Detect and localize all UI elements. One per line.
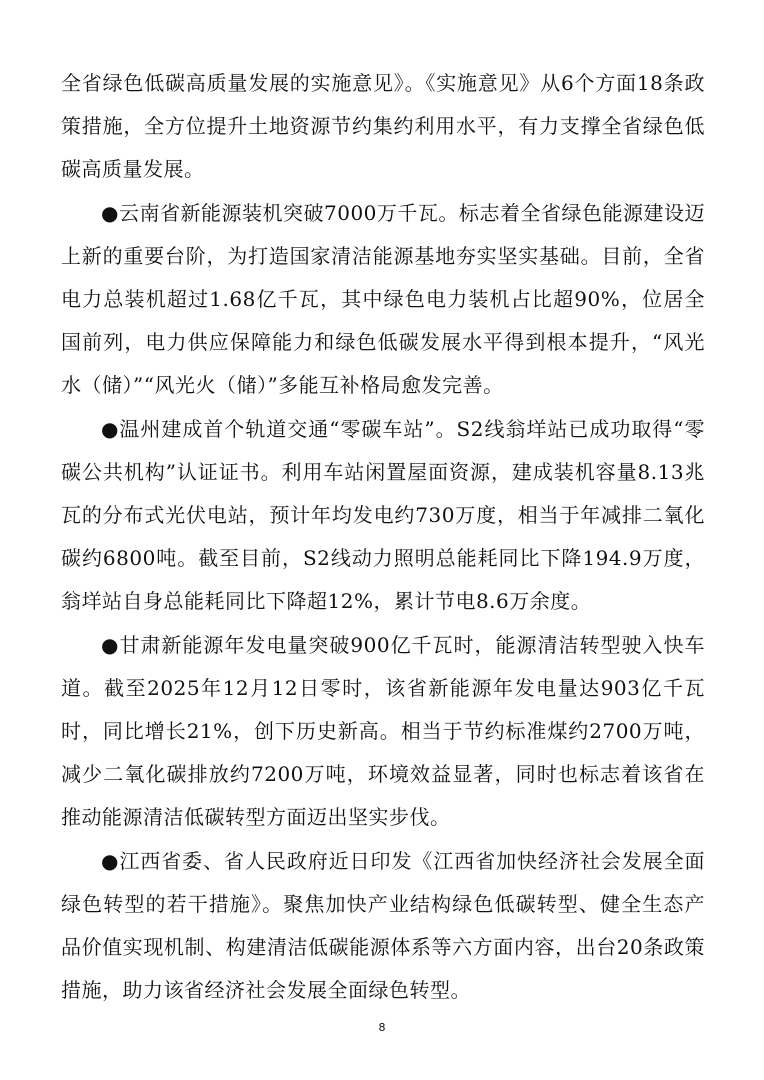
paragraph-jiangxi-green-transition: ●江西省委、省人民政府近日印发《江西省加快经济社会发展全面绿色转型的若干措施》。聚焦加快产业结构绿色低碳转型、健全生态产品价值实现机制、构建清洁低碳能源体系等六方面内容，出台20条政策措施，助力该省经济社会发展全面绿色转型。 <box>61 848 705 1003</box>
paragraph-wenzhou-zero-carbon-station: ●温州建成首个轨道交通“零碳车站”。S2线翁垟站已成功取得“零碳公共机构”认证证书。利用车站闲置屋面资源，建成装机容量8.13兆瓦的分布式光伏电站，预计年均发电约730万度，相当于年减排二氧化碳约6800吨。截至目前，S2线动力照明总能耗同比下降194.9万度，翁垟站自身总能耗同比下降超12%，累计节电8.6万余度。 <box>61 416 705 614</box>
paragraph-gansu-new-energy: ●甘肃新能源年发电量突破900亿千瓦时，能源清洁转型驶入快车道。截至2025年12月12日零时，该省新能源年发电量达903亿千瓦时，同比增长21%，创下历史新高。相当于节约标准煤约2700万吨，减少二氧化碳排放约7200万吨，环境效益显著，同时也标志着该省在推动能源清洁低碳转型方面迈出坚实步伐。 <box>61 632 705 830</box>
paragraph-yunnan-new-energy: ●云南省新能源装机突破7000万千瓦。标志着全省绿色能源建设迈上新的重要台阶，为打造国家清洁能源基地夯实坚实基础。目前，全省电力总装机超过1.68亿千瓦，其中绿色电力装机占比超90%，位居全国前列，电力供应保障能力和绿色低碳发展水平得到根本提升，“风光水（储）”“风光火（储）”多能互补格局愈发完善。 <box>61 200 705 398</box>
paragraph-continuation: 全省绿色低碳高质量发展的实施意见》。《实施意见》从6个方面18条政策措施，全方位提升土地资源节约集约利用水平，有力支撑全省绿色低碳高质量发展。 <box>61 71 705 182</box>
document-body <box>61 62 705 1012</box>
page-number: 8 <box>378 1021 386 1034</box>
